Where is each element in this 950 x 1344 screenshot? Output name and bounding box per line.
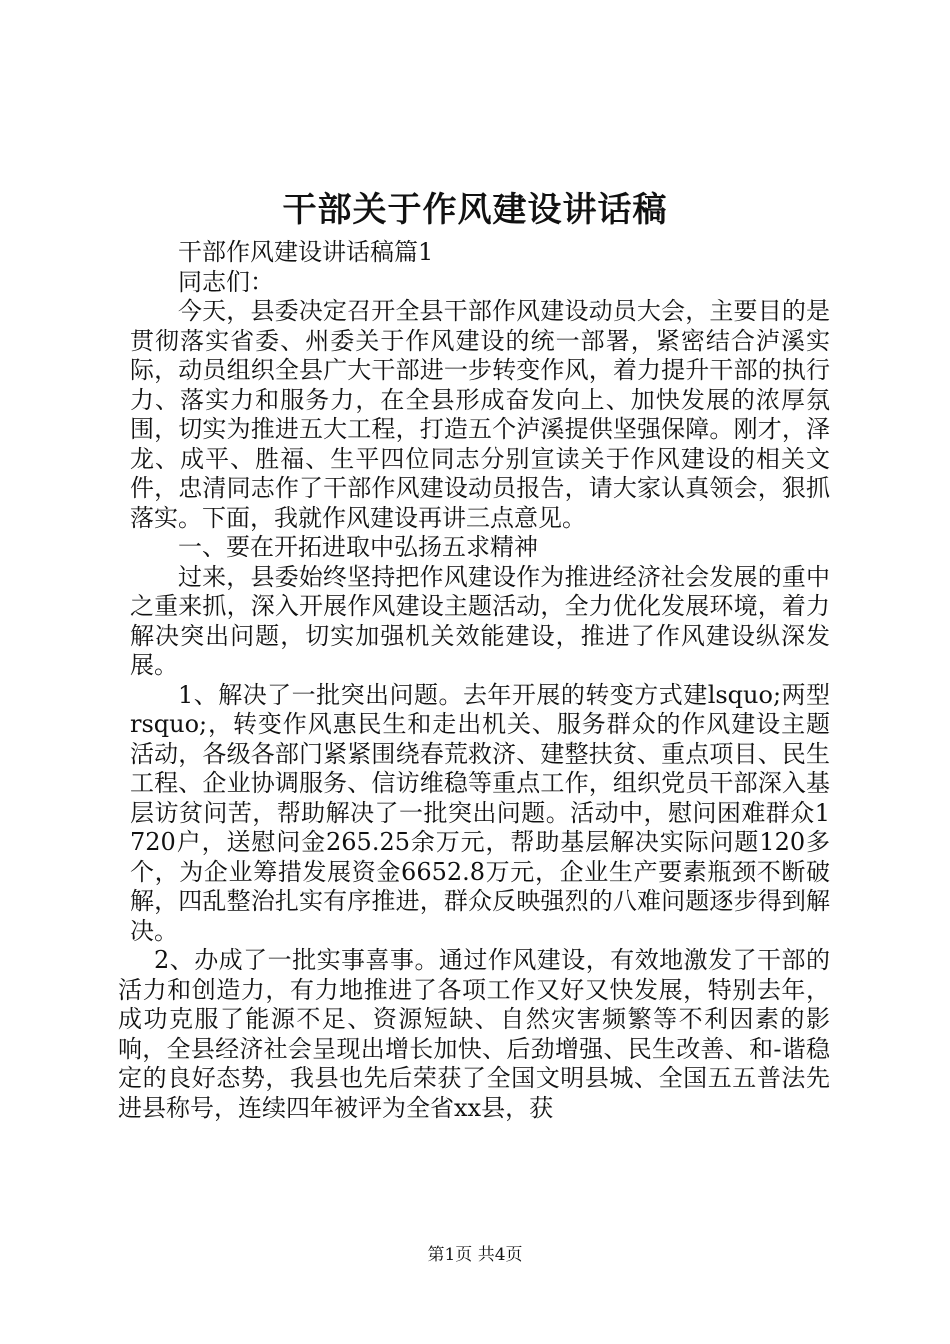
paragraph: 1、解决了一批突出问题。去年开展的转变方式建lsquo;两型rsquo;，转变作风惠民生和走出机关、服务群众的作风建设主题活动，各级各部门紧紧围绕春荒救济、建整扶贫、重点项目、民生工程、企业协调服务、信访维稳等重点工作，组织党员干部深入基层访贫问苦，帮助解决了一批突出问题。活动中，慰问困难群众1720户，送慰问金265.25余万元，帮助基层解决实际问题120多个，为企业筹措发展资金6652.8万元，企业生产要素瓶颈不断破解，四乱整治扎实有序推进，群众反映强烈的八难问题逐步得到解决。 (130, 680, 830, 945)
paragraph: 今天，县委决定召开全县干部作风建设动员大会，主要目的是贯彻落实省委、州委关于作风建设的统一部署，紧密结合泸溪实际，动员组织全县广大干部进一步转变作风，着力提升干部的执行力、落实力和服务力，在全县形成奋发向上、加快发展的浓厚氛围，切实为推进五大工程，打造五个泸溪提供坚强保障。刚才，泽龙、成平、胜福、生平四位同志分别宣读关于作风建设的相关文件，忠清同志作了干部作风建设动员报告，请大家认真领会，狠抓落实。下面，我就作风建设再讲三点意见。 (130, 297, 830, 532)
paragraph-salutation: 同志们： (178, 267, 274, 296)
paragraph: 过来，县委始终坚持把作风建设作为推进经济社会发展的重中之重来抓，深入开展作风建设主题活动，全力优化发展环境，着力解决突出问题，切实加强机关效能建设，推进了作风建设纵深发展。 (130, 562, 830, 679)
paragraph: 2、办成了一批实事喜事。通过作风建设，有效地激发了干部的活力和创造力，有力地推进了各项工作又好又快发展，特别去年，成功克服了能源不足、资源短缺、自然灾害频繁等不利因素的影响，全县经济社会呈现出增长加快、后劲增强、民生改善、和-谐稳定的良好态势，我县也先后荣获了全国文明县城、全国五五普法先进县称号，连续四年被评为全省xx县，获 (118, 946, 830, 1122)
page-number-footer: 第1页 共4页 (427, 1245, 523, 1265)
paragraph-heading: 干部作风建设讲话稿篇1 (178, 238, 434, 266)
section-heading: 一、要在开拓进取中弘扬五求精神 (178, 533, 538, 561)
document-title: 干部关于作风建设讲话稿 (282, 190, 668, 230)
document-body (118, 238, 830, 1123)
